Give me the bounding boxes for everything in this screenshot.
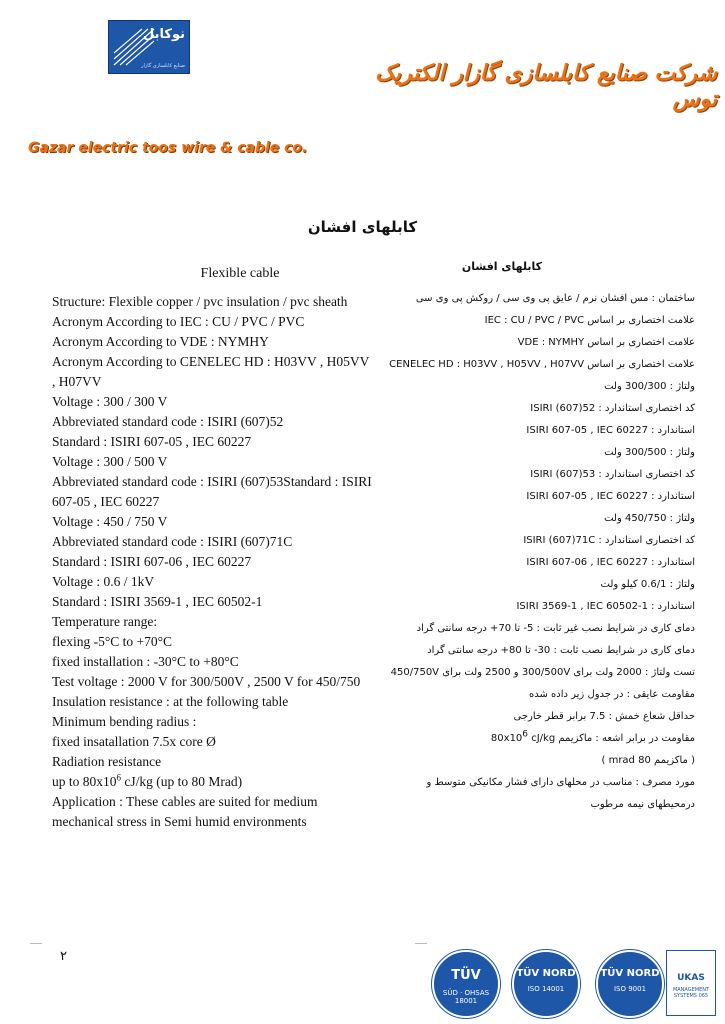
badge-subtitle: MANAGEMENT SYSTEMS 065 <box>672 987 710 999</box>
spec-bending-radius: Minimum bending radius : <box>52 714 197 729</box>
persian-spec-list <box>385 288 695 816</box>
spec-radiation-resistance: Radiation resistance <box>52 754 162 769</box>
badge-subtitle: ISO 14001 <box>527 985 565 993</box>
spec-bending-fixed: fixed insatallation 7.5x core Ø <box>52 734 216 749</box>
spec-structure: Structure: Flexible copper / pvc insulation / pvc sheath <box>52 294 348 309</box>
badge-subtitle: ISO 9001 <box>613 985 647 993</box>
badge-title: TÜV <box>451 968 481 983</box>
company-logo <box>108 20 190 74</box>
spec-voltage-300-300: Voltage : 300 / 300 V <box>52 394 168 409</box>
fa-spec-temp-flexing: دمای کاری در شرایط نصب غیر ثابت : 5- تا 70+ درجه سانتی گراد <box>416 623 695 634</box>
spec-radiation-value <box>52 772 372 792</box>
badge-title: TÜV NORD <box>600 968 660 979</box>
spec-temperature-range: Temperature range: <box>52 614 158 629</box>
fa-spec-bending-radius: حداقل شعاع خمش : 7.5 برابر قطر خارجی <box>513 711 695 722</box>
fa-spec-structure: ساختمان : مس افشان نرم / عایق پی وی سی / روکش پی وی سی <box>415 293 695 304</box>
spec-voltage-450-750: Voltage : 450 / 750 V <box>52 514 168 529</box>
spec-acronym-iec: Acronym According to IEC : CU / PVC / PVC <box>52 314 305 329</box>
fa-spec-acronym-iec: علامت اختصاری بر اساس IEC : CU / PVC / PVC <box>484 315 695 326</box>
english-heading: Flexible cable <box>200 266 280 281</box>
badge-title: TÜV NORD <box>516 968 576 979</box>
badge-title: UKAS <box>677 973 705 983</box>
fa-spec-voltage-450-750: ولتاژ : 450/750 ولت <box>604 513 695 524</box>
fa-spec-voltage-300-300: ولتاژ : 300/300 ولت <box>604 381 695 392</box>
radiation-unit: cJ/kg (up to 80 Mrad) <box>121 774 243 789</box>
page-number: ۲ <box>60 948 67 963</box>
fa-spec-standard-52: استاندارد : ISIRI 607-05 , IEC 60227 <box>526 425 695 436</box>
fa-spec-insulation: مقاومت عایقی : در جدول زیر داده شده <box>528 689 695 700</box>
fa-spec-standard-71c: استاندارد : ISIRI 607-06 , IEC 60227 <box>526 557 695 568</box>
fa-radiation-unit: cJ/kg <box>528 733 556 744</box>
spec-acronym-cenelec: Acronym According to CENELEC HD : H03VV , H05VV , H07VV <box>52 354 370 389</box>
logo-subtext: صنایع کابلسازی گازار <box>141 63 185 69</box>
ukas-badge-icon <box>666 950 716 1016</box>
tuv-sud-badge-icon <box>432 950 500 1018</box>
spec-temp-fixed: fixed installation : -30°C to +80°C <box>52 654 239 669</box>
fa-spec-radiation <box>385 728 695 750</box>
company-name-fa: شرکت صنایع کابلسازی گازار الکتریک توس <box>375 60 717 112</box>
fa-spec-application: مورد مصرف : مناسب در محلهای دارای فشار مکانیکی متوسط و درمحیطهای نیمه مرطوب <box>426 777 695 810</box>
radiation-exponent: 6 <box>116 772 122 783</box>
fa-spec-test-voltage: تست ولتاژ : 2000 ولت برای 300/500V و 2500 ولت برای 450/750V <box>390 667 695 678</box>
spec-voltage-0.6-1kv: Voltage : 0.6 / 1kV <box>52 574 155 589</box>
fa-spec-radiation-mrad: ( ماکزیمم 80 mrad ) <box>601 755 695 766</box>
spec-standard-52: Standard : ISIRI 607-05 , IEC 60227 <box>52 434 252 449</box>
fa-spec-acronym-cenelec: علامت اختصاری بر اساس CENELEC HD : H03VV , H05VV , H07VV <box>389 359 695 370</box>
fa-spec-voltage-1kv: ولتاژ : 0.6/1 کیلو ولت <box>600 579 695 590</box>
spec-standard-71c: Standard : ISIRI 607-06 , IEC 60227 <box>52 554 252 569</box>
fa-radiation-exponent: 6 <box>522 729 529 740</box>
badge-subtitle: SÜD · OHSAS 18001 <box>442 989 490 1005</box>
spec-application: Application : These cables are suited for medium mechanical stress in Semi humid environments <box>52 794 318 829</box>
document-title: کابلهای افشان <box>307 218 418 236</box>
spec-insulation-resistance: Insulation resistance : at the following table <box>52 694 289 709</box>
footer-divider <box>30 943 42 944</box>
spec-code-71c: Abbreviated standard code : ISIRI (607)71C <box>52 534 293 549</box>
fa-spec-standard-53: استاندارد : ISIRI 607-05 , IEC 60227 <box>526 491 695 502</box>
english-spec-list <box>52 292 372 832</box>
tuv-nord-iso14001-badge-icon <box>512 950 580 1018</box>
spec-code-53: Abbreviated standard code : ISIRI (607)53Standard : ISIRI 607-05 , IEC 60227 <box>52 474 372 509</box>
fa-radiation-base: مقاومت در برابر اشعه : ماکزیمم 80x10 <box>490 733 695 744</box>
fa-spec-acronym-vde: علامت اختصاری بر اساس VDE : NYMHY <box>517 337 695 348</box>
spec-test-voltage: Test voltage : 2000 V for 300/500V , 2500 V for 450/750 <box>52 674 361 689</box>
spec-voltage-300-500: Voltage : 300 / 500 V <box>52 454 168 469</box>
fa-spec-code-52: کد اختصاری استاندارد : ISIRI (607)52 <box>530 403 695 414</box>
logo-text: نوکابل <box>143 27 185 42</box>
fa-spec-code-71c: کد اختصاری استاندارد : ISIRI (607)71C <box>523 535 695 546</box>
fa-spec-code-53: کد اختصاری استاندارد : ISIRI (607)53 <box>530 469 695 480</box>
fa-spec-temp-fixed: دمای کاری در شرایط نصب ثابت : 30- تا 80+ درجه سانتی گراد <box>427 645 695 656</box>
spec-acronym-vde: Acronym According to VDE : NYMHY <box>52 334 269 349</box>
fa-spec-standard-3569: استاندارد : ISIRI 3569-1 , IEC 60502-1 <box>516 601 695 612</box>
spec-standard-3569: Standard : ISIRI 3569-1 , IEC 60502-1 <box>52 594 263 609</box>
radiation-base: up to 80x10 <box>52 774 117 789</box>
company-name-en: Gazar electric toos wire & cable co. <box>28 140 308 156</box>
spec-temp-flexing: flexing -5°C to +70°C <box>52 634 173 649</box>
tuv-nord-iso9001-badge-icon <box>596 950 664 1018</box>
footer-divider <box>415 943 427 944</box>
persian-heading: کابلهای افشان <box>461 260 542 273</box>
spec-code-52: Abbreviated standard code : ISIRI (607)52 <box>52 414 284 429</box>
fa-spec-voltage-300-500: ولتاژ : 300/500 ولت <box>604 447 695 458</box>
